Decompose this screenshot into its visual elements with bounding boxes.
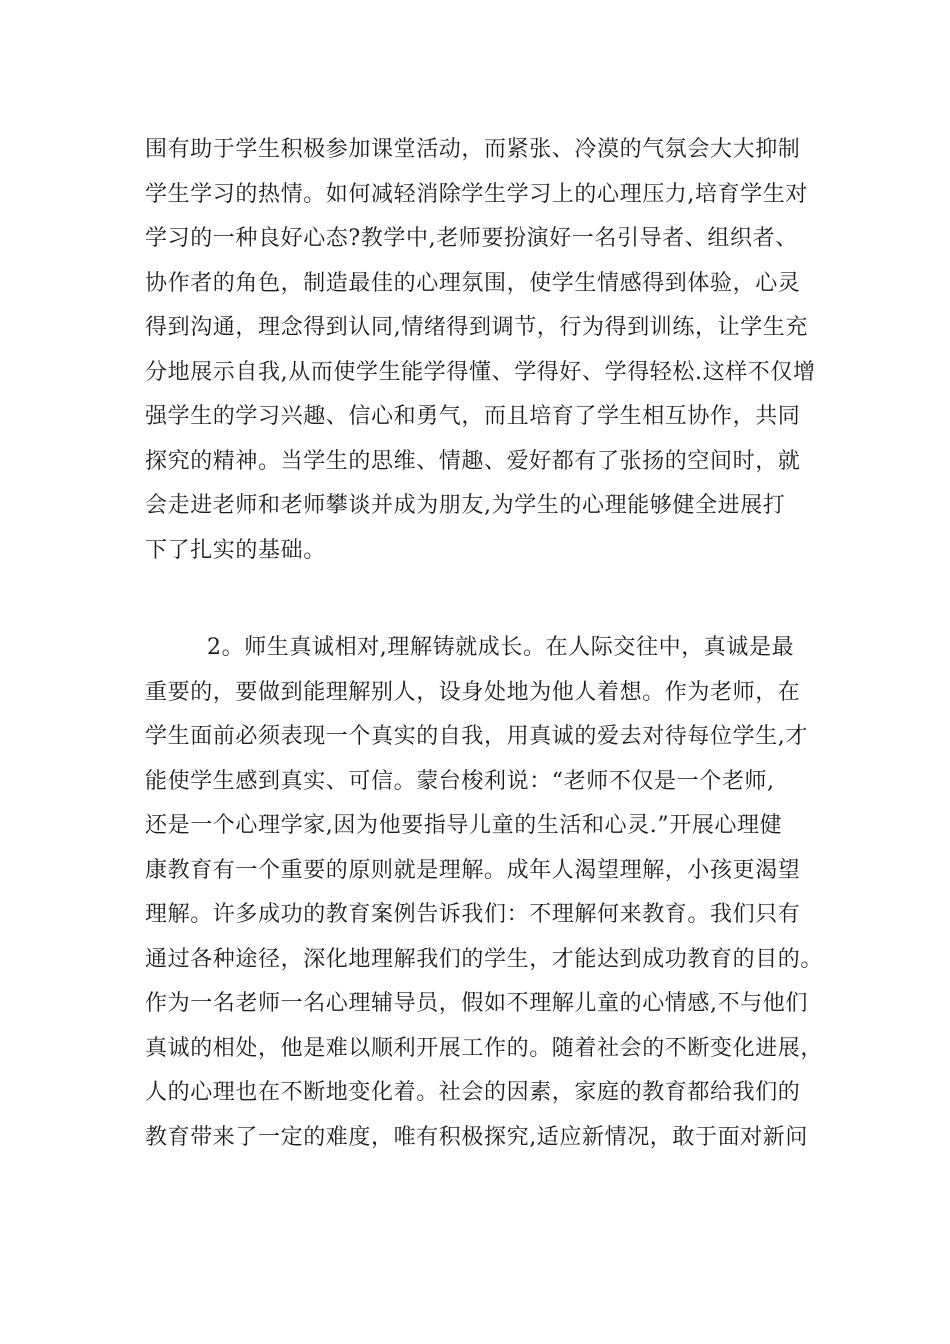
paragraph-line: 理解。许多成功的教育案例告诉我们：不理解何来教育。我们只有	[145, 902, 801, 927]
paragraph-2	[145, 626, 825, 1160]
paragraph-line: 重要的，要做到能理解别人，设身处地为他人着想。作为老师，在	[145, 679, 801, 705]
paragraph-line: 作为一名老师一名心理辅导员，假如不理解儿童的心情感,不与他们	[145, 991, 808, 1016]
paragraph-line: 康教育有一个重要的原则就是理解。成年人渴望理解，小孩更渴望	[145, 857, 801, 883]
paragraph-line: 还是一个心理学家,因为他要指导儿童的生活和心灵.”开展心理健	[145, 813, 783, 838]
paragraph-line: 会走进老师和老师攀谈并成为朋友,为学生的心理能够健全进展打	[145, 493, 786, 518]
paragraph-line: 协作者的角色，制造最佳的心理氛围，使学生情感得到体验，心灵	[145, 270, 801, 296]
paragraph-line: 真诚的相处，他是难以顺利开展工作的。随着社会的不断变化进展，	[145, 1035, 824, 1061]
paragraph-line: 人的心理也在不断地变化着。社会的因素，家庭的教育都给我们的	[145, 1080, 801, 1105]
paragraph-line: 下了扎实的基础。	[145, 537, 326, 563]
paragraph-line: 2。师生真诚相对,理解铸就成长。在人际交往中，真诚是最	[207, 635, 795, 660]
paragraph-line: 能使学生感到真实、可信。蒙台梭利说：“老师不仅是一个老师,	[145, 768, 775, 794]
paragraph-line: 分地展示自我,从而使学生能学得懂、学得好、学得轻松.这样不仅增	[145, 359, 816, 385]
paragraph-line: 围有助于学生积极参加课堂活动，而紧张、冷漠的气氛会大大抑制	[145, 137, 801, 162]
paragraph-line: 通过各种途径，深化地理解我们的学生，才能达到成功教育的目的。	[145, 946, 824, 972]
paragraph-line: 强学生的学习兴趣、信心和勇气，而且培育了学生相互协作，共同	[145, 404, 801, 429]
paragraph-line: 教育带来了一定的难度，唯有积极探究,适应新情况，敢于面对新问	[145, 1124, 808, 1150]
paragraph-line: 学习的一种良好心态?教学中,老师要扮演好一名引导者、组织者、	[145, 226, 798, 251]
paragraph-line: 学生学习的热情。如何减轻消除学生学习上的心理压力,培育学生对	[145, 181, 808, 207]
paragraph-line: 学生面前必须表现一个真实的自我，用真诚的爱去对待每位学生,才	[145, 724, 808, 749]
paragraph-line: 探究的精神。当学生的思维、情趣、爱好都有了张扬的空间时，就	[145, 448, 801, 474]
paragraph-line: 得到沟通，理念得到认同,情绪得到调节，行为得到训练，让学生充	[145, 315, 808, 340]
paragraph-1	[145, 128, 825, 573]
